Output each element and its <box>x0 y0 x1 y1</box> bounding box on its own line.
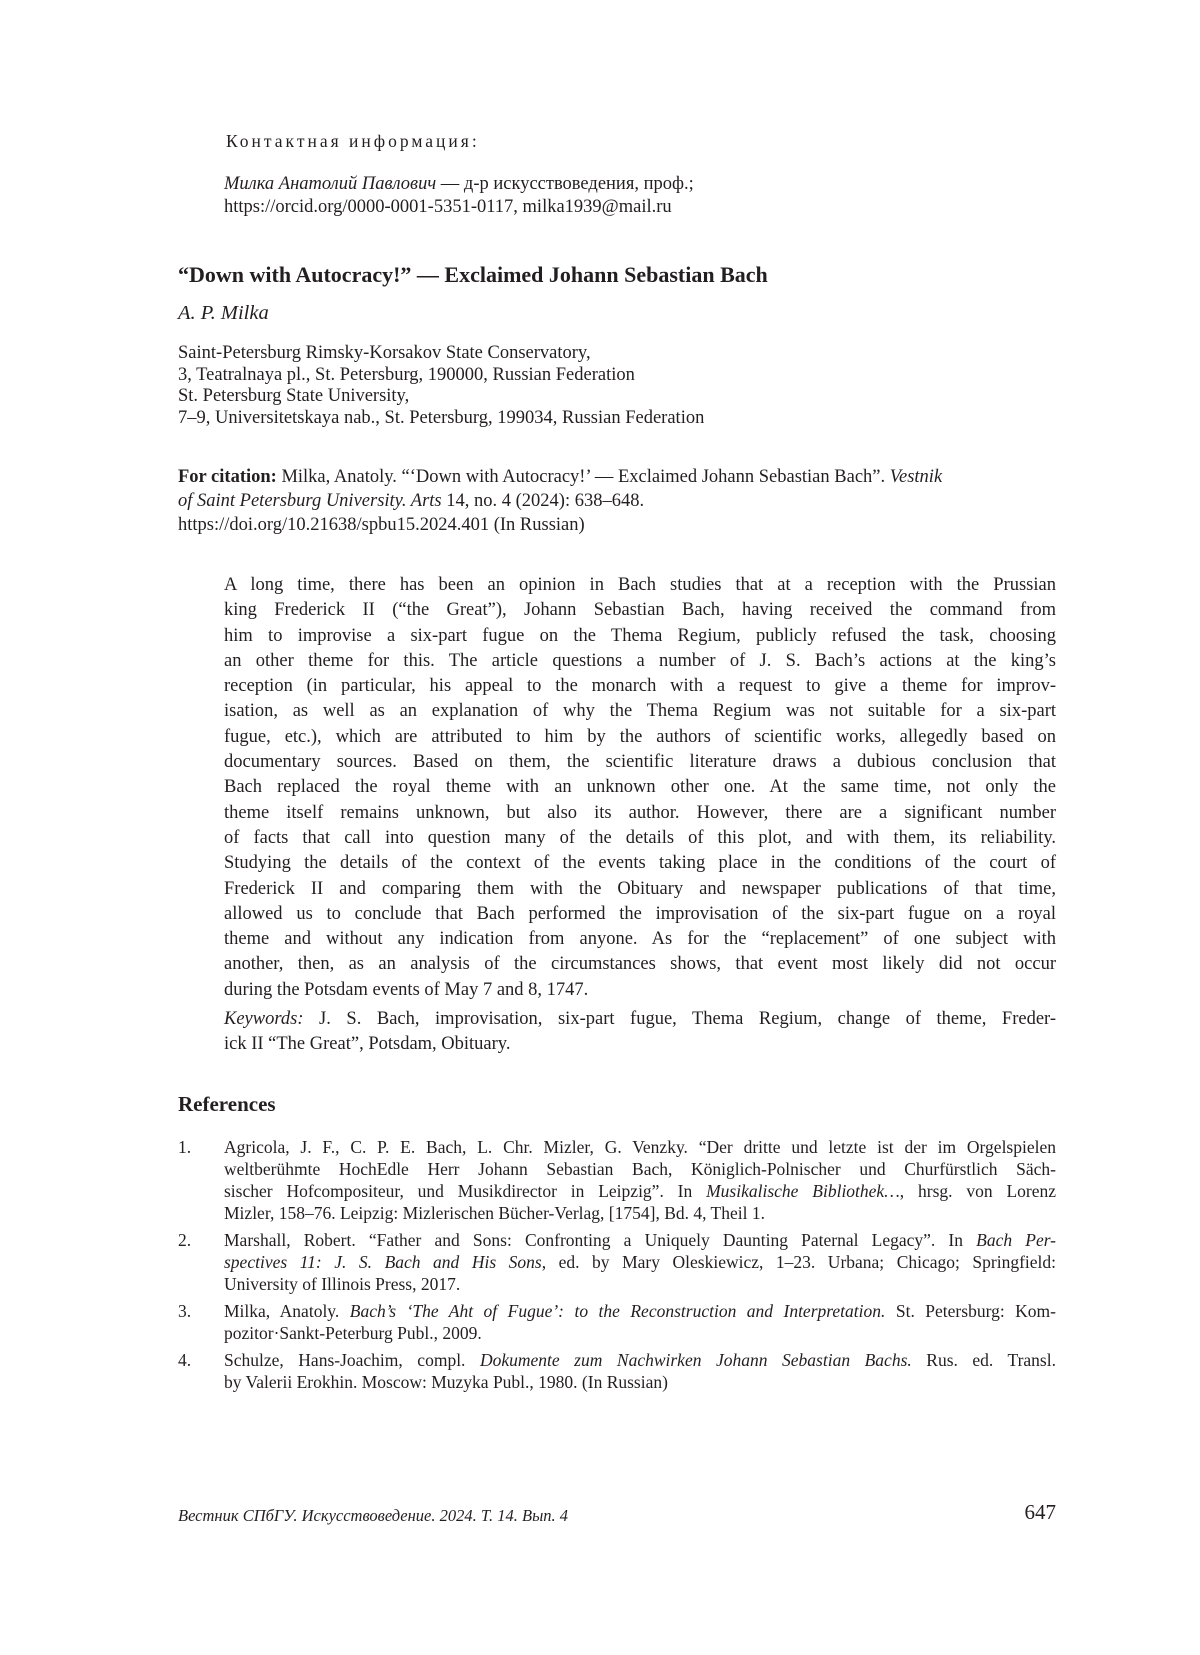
affiliation-line: 3, Teatralnaya pl., St. Petersburg, 190000, Russian Federation <box>178 364 635 385</box>
page-number: 647 <box>1024 1500 1056 1524</box>
abstract-line: another, then, as an analysis of the circumstances shows, that event most likely did not occur <box>224 954 1056 975</box>
reference-line <box>224 1180 1056 1202</box>
citation <box>178 465 1056 537</box>
reference-item <box>178 1136 1056 1224</box>
abstract-line: allowed us to conclude that Bach performed the improvisation of the six-part fugue on a royal <box>224 903 1056 924</box>
article-author: A. P. Milka <box>178 302 269 324</box>
reference-body <box>224 1349 1056 1393</box>
reference-line <box>224 1251 1056 1273</box>
reference-line <box>224 1229 1056 1251</box>
abstract-line: Frederick II and comparing them with the Obituary and newspaper publications of that time, <box>224 878 1056 899</box>
abstract-line: reception (in particular, his appeal to the monarch with a request to give a theme for improv- <box>224 676 1056 697</box>
keywords <box>224 1007 1056 1057</box>
reference-italic: Bach Per- <box>976 1230 1057 1250</box>
abstract-line: of facts that call into question many of the details of this plot, and with them, its reliability. <box>224 827 1056 848</box>
reference-text: Marshall, Robert. “Father and Sons: Confronting a Uniquely Daunting Paternal Legacy”. In <box>224 1230 977 1250</box>
contact-info <box>224 173 694 219</box>
reference-text: , ed. by Mary Oleskiewicz, 1–23. Urbana; Chicago; Springfield: <box>541 1252 1057 1272</box>
citation-label: For citation: <box>178 467 277 487</box>
contact-role: — д-р искусствоведения, проф.; <box>436 174 694 194</box>
references-list <box>178 1136 1056 1398</box>
keywords-label: Keywords: <box>224 1009 304 1029</box>
reference-text: Milka, Anatoly. <box>224 1301 350 1321</box>
citation-journal: Vestnik <box>889 467 943 487</box>
abstract-line: an other theme for this. The article questions a number of J. S. Bach’s actions at the king’s <box>224 650 1056 671</box>
affiliation-line: St. Petersburg State University, <box>178 386 410 406</box>
references-heading: References <box>178 1092 276 1116</box>
article-title: “Down with Autocracy!” — Exclaimed Johann Sebastian Bach <box>178 262 768 287</box>
abstract-line: him to improvise a six-part fugue on the Thema Regium, publicly refused the task, choosing <box>224 625 1056 646</box>
keywords-text: J. S. Bach, improvisation, six-part fugue, Thema Regium, change of theme, Freder- <box>303 1009 1056 1029</box>
reference-line: weltberühmte HochEdle Herr Johann Sebastian Bach, Königlich-Polnischer und Churfürstlich Säch- <box>224 1159 1056 1179</box>
contact-name: Милка Анатолий Павлович <box>224 174 437 194</box>
reference-italic: Musikalische Bibliothek… <box>706 1181 900 1201</box>
reference-italic: spectives 11: J. S. Bach and His Sons <box>224 1252 542 1272</box>
reference-line: by Valerii Erokhin. Moscow: Muzyka Publ., 1980. (In Russian) <box>224 1372 668 1392</box>
abstract-line: A long time, there has been an opinion in Bach studies that at a reception with the Prussian <box>224 575 1056 595</box>
reference-number: 3. <box>178 1301 192 1321</box>
abstract-line: Bach replaced the royal theme with an unknown other one. At the same time, not only the <box>224 777 1056 798</box>
contact-ids: https://orcid.org/0000-0001-5351-0117, milka1939@mail.ru <box>224 197 672 217</box>
reference-line <box>224 1300 1056 1322</box>
abstract-line: isation, as well as an explanation of why the Thema Regium was not suitable for a six-part <box>224 701 1056 722</box>
contact-name-line <box>224 173 694 196</box>
reference-line: pozitor·Sankt-Peterburg Publ., 2009. <box>224 1323 482 1343</box>
reference-line: Mizler, 158–76. Leipzig: Mizlerischen Bücher-Verlag, [1754], Bd. 4, Theil 1. <box>224 1203 765 1223</box>
affiliations <box>178 343 704 429</box>
reference-italic: Bach’s ‘The Aht of Fugue’: to the Reconstruction and Interpretation. <box>349 1301 886 1321</box>
abstract-line: documentary sources. Based on them, the scientific literature draws a dubious conclusion that <box>224 752 1056 773</box>
affiliation-line: 7–9, Universitetskaya nab., St. Petersburg, 199034, Russian Federation <box>178 407 705 428</box>
citation-line <box>178 489 1056 513</box>
reference-body <box>224 1229 1056 1295</box>
reference-body <box>224 1300 1056 1344</box>
abstract-line: king Frederick II (“the Great”), Johann Sebastian Bach, having received the command from <box>224 600 1056 621</box>
reference-text: , hrsg. von Lorenz <box>899 1181 1056 1201</box>
reference-item <box>178 1300 1056 1344</box>
citation-line <box>178 465 1056 489</box>
citation-text: Milka, Anatoly. “‘Down with Autocracy!’ — Exclaimed Johann Sebastian Bach”. <box>276 467 890 487</box>
reference-number: 2. <box>178 1230 192 1250</box>
reference-item <box>178 1349 1056 1393</box>
reference-line: Agricola, J. F., C. P. E. Bach, L. Chr. Mizler, G. Venzky. “Der dritte und letzte ist der im Orgelspielen <box>224 1137 1056 1157</box>
reference-text: Schulze, Hans-Joachim, compl. <box>224 1350 480 1370</box>
reference-number: 1. <box>178 1137 192 1157</box>
contact-heading: Контактная информация: <box>226 131 480 151</box>
reference-line: University of Illinois Press, 2017. <box>224 1274 461 1294</box>
keywords-line <box>224 1007 1056 1032</box>
abstract-line: Studying the details of the context of the events taking place in the conditions of the court of <box>224 853 1056 874</box>
keywords-line: ick II “The Great”, Potsdam, Obituary. <box>224 1034 511 1054</box>
abstract-line: fugue, etc.), which are attributed to him by the authors of scientific works, allegedly based on <box>224 726 1056 747</box>
reference-body <box>224 1136 1056 1224</box>
citation-volume: 14, no. 4 (2024): 638–648. <box>441 491 645 511</box>
reference-line <box>224 1349 1056 1371</box>
reference-text: Rus. ed. Transl. <box>911 1350 1056 1370</box>
footer-journal: Вестник СПбГУ. Искусствоведение. 2024. Т. 14. Вып. 4 <box>178 1506 569 1525</box>
reference-text: St. Petersburg: Kom- <box>885 1301 1056 1321</box>
citation-journal: of Saint Petersburg University. Arts <box>178 491 442 511</box>
reference-italic: Dokumente zum Nachwirken Johann Sebastian Bachs. <box>479 1350 912 1370</box>
abstract-line: theme itself remains unknown, but also its author. However, there are a significant number <box>224 802 1056 823</box>
affiliation-line: Saint-Petersburg Rimsky-Korsakov State Conservatory, <box>178 343 591 363</box>
abstract <box>224 573 1056 1003</box>
abstract-line: during the Potsdam events of May 7 and 8, 1747. <box>224 979 589 1000</box>
citation-doi[interactable]: https://doi.org/10.21638/spbu15.2024.401 (In Russian) <box>178 515 585 535</box>
reference-number: 4. <box>178 1350 192 1370</box>
reference-text: sischer Hofcompositeur, und Musikdirector in Leipzig”. In <box>224 1181 707 1201</box>
reference-item <box>178 1229 1056 1295</box>
abstract-line: theme and without any indication from anyone. As for the “replacement” of one subject with <box>224 929 1056 950</box>
